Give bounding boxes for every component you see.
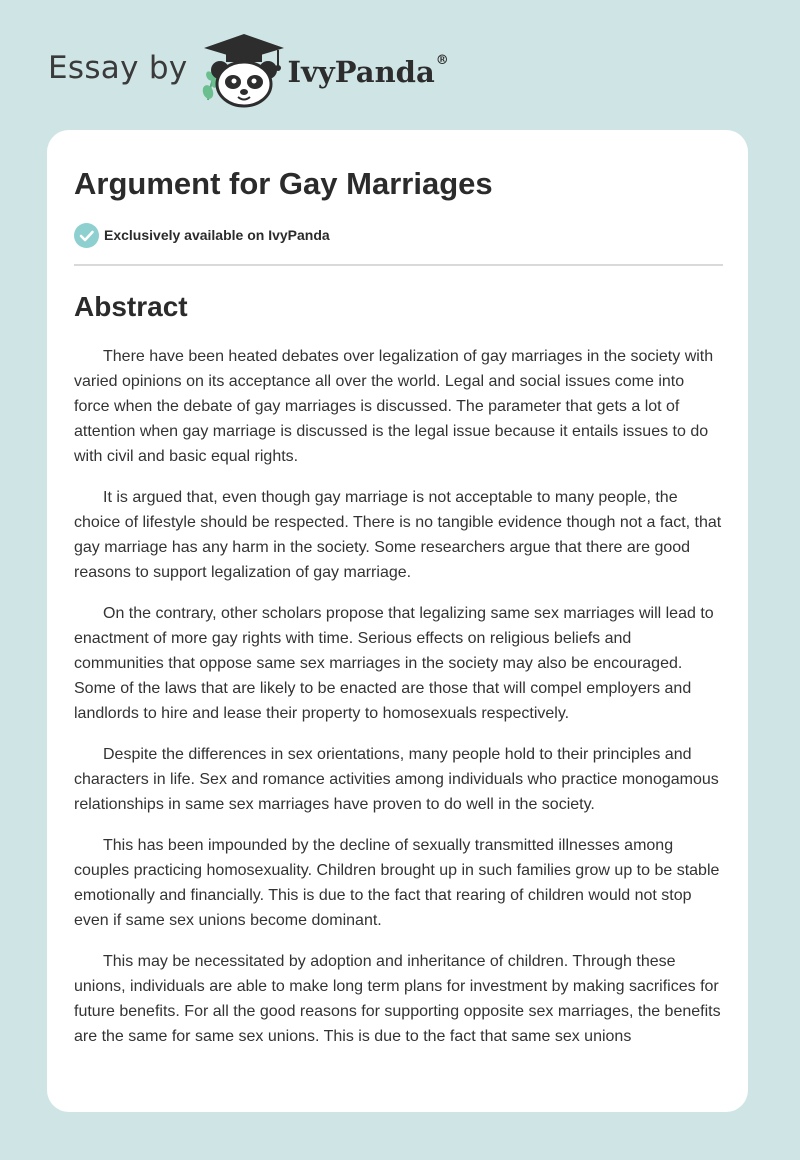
exclusive-badge: [74, 222, 722, 248]
essay-paragraph: This has been impounded by the decline of sexually transmitted illnesses among couples practicing homosexuality. Children brought up in such families grow up to be stable emotionally and financially. This is due to the fact that rearing of children would not stop even if same sex unions become dominant.: [74, 837, 720, 929]
essay-by-label: Essay by: [48, 50, 188, 86]
essay-paragraph: It is argued that, even though gay marriage is not acceptable to many people, the choice of lifestyle should be respected. There is no tangible evidence though not a fact, that gay marriage has any harm in the society. Some researchers argue that there are good reasons to support legalization of gay marriage.: [74, 489, 722, 581]
panda-graduate-icon[interactable]: [196, 30, 292, 110]
registered-mark: ®: [435, 53, 449, 68]
essay-paragraph: On the contrary, other scholars propose that legalizing same sex marriages will lead to enactment of more gay rights with time. Serious effects on religious beliefs and communities that oppose same sex marriages in the society may also be encouraged. Some of the laws that are likely to be enacted are those that will compel employers and landlords to hire and lease their property to homosexuals respectively.: [74, 605, 714, 722]
page-title: Argument for Gay Marriages: [74, 166, 493, 201]
brand-name[interactable]: IvyPanda®: [287, 53, 449, 89]
essay-paragraph: Despite the differences in sex orientations, many people hold to their principles and characters in life. Sex and romance activities among individuals who practice monogamous relationships in same sex marriages have proven to do well in the society.: [74, 746, 719, 813]
title-divider: [74, 264, 723, 266]
essay-body: [74, 344, 722, 1049]
site-header: [48, 30, 449, 110]
exclusive-badge-label: Exclusively available on IvyPanda: [104, 227, 330, 243]
section-heading: Abstract: [74, 291, 188, 322]
check-circle-icon: [74, 223, 99, 248]
essay-paragraph: There have been heated debates over legalization of gay marriages in the society with varied opinions on its acceptance all over the world. Legal and social issues come into force when the debate of gay marriages is discussed. The parameter that gets a lot of attention when gay marriage is discussed is the legal issue because it entails issues to do with civil and basic equal rights.: [74, 348, 714, 465]
essay-paragraph: This may be necessitated by adoption and inheritance of children. Through these unions, individuals are able to make long term plans for investment by making sacrifices for future benefits. For all the good reasons for supporting opposite sex marriages, the benefits are the same for same sex unions. This is due to the fact that same sex unions: [74, 953, 721, 1045]
essay-card: [47, 130, 748, 1112]
